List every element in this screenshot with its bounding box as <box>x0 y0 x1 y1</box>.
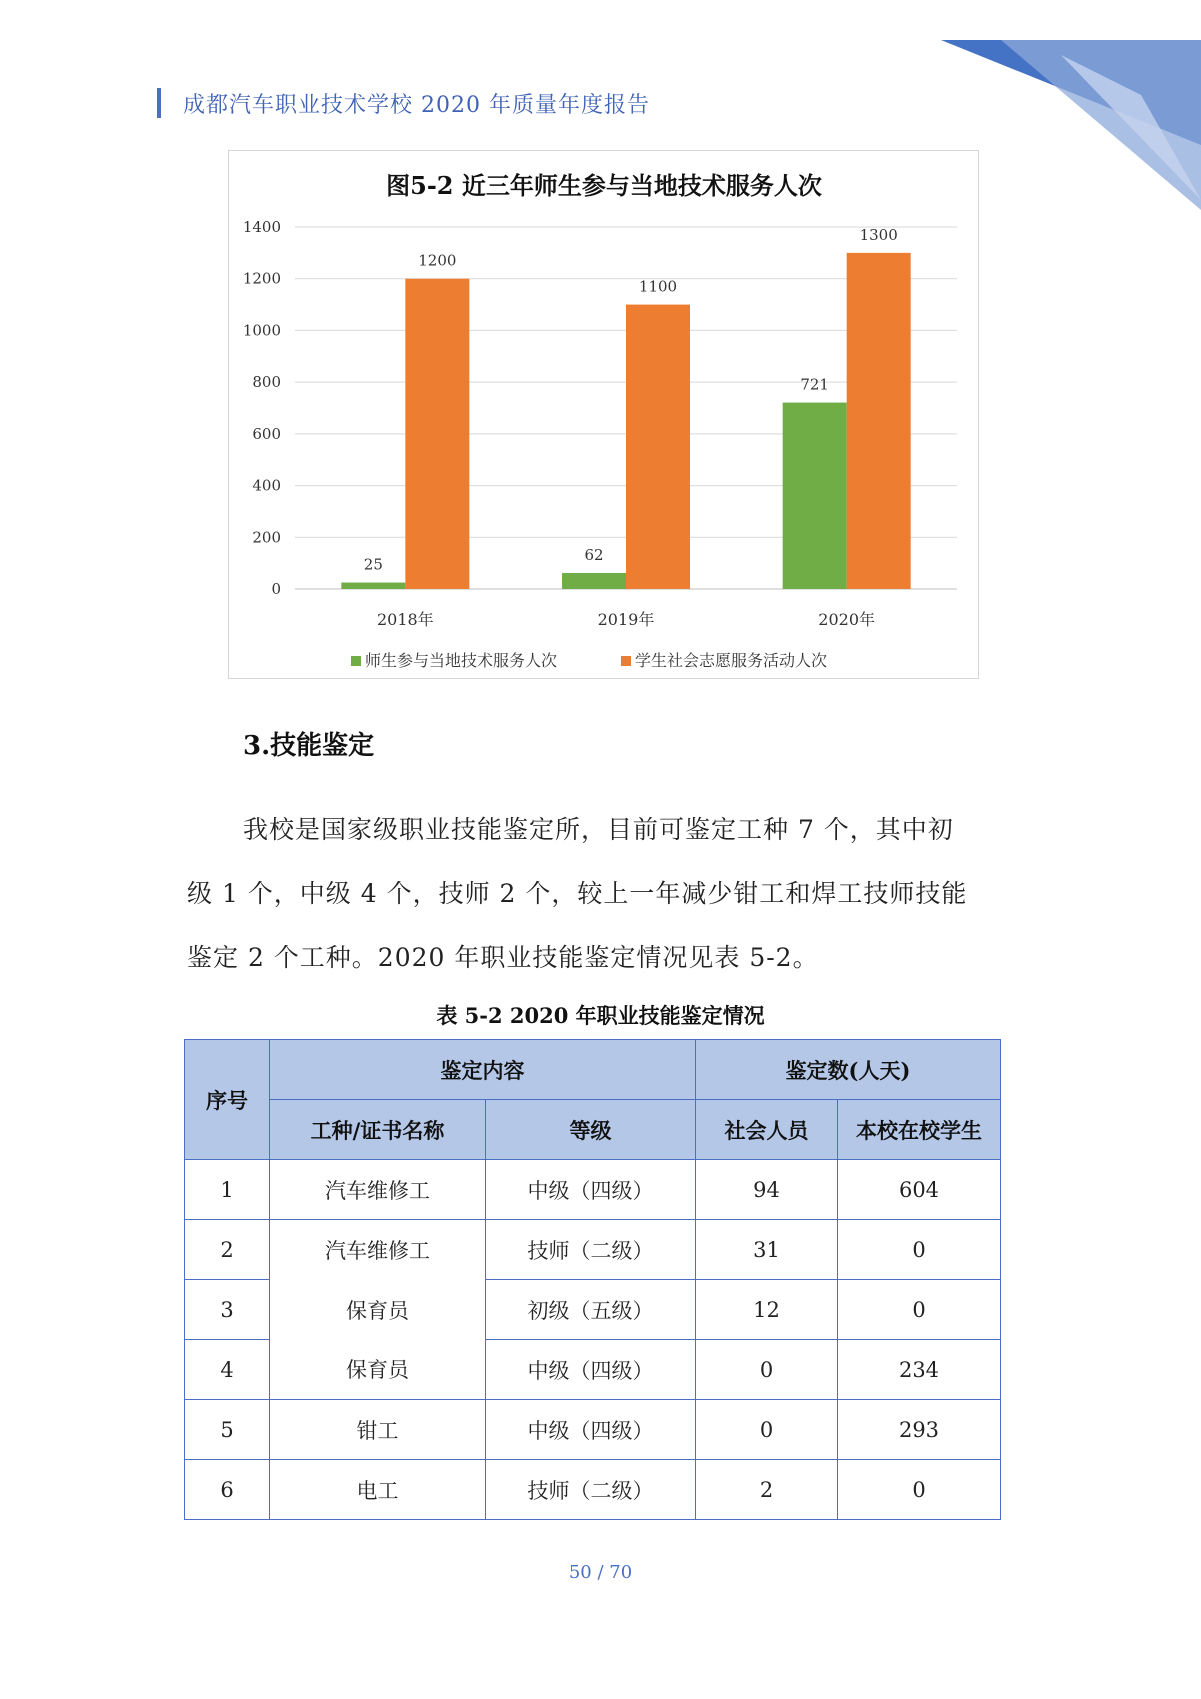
y-tick-label: 800 <box>252 373 281 392</box>
cell-students: 0 <box>838 1280 1001 1340</box>
header-count: 鉴定数(人天) <box>696 1040 1001 1100</box>
bar-chart <box>229 151 980 680</box>
col-type: 工种/证书名称 <box>270 1100 486 1160</box>
data-label: 1100 <box>638 277 678 296</box>
paragraph-line-3: 鉴定 2 个工种。2020 年职业技能鉴定情况见表 5-2。 <box>187 943 819 972</box>
bar <box>847 253 911 589</box>
table-row <box>185 1400 1001 1460</box>
cell-type: 汽车维修工 <box>270 1220 486 1280</box>
y-tick-label: 0 <box>271 580 281 598</box>
cell-public: 12 <box>696 1280 838 1340</box>
x-tick-label: 2018年 <box>376 610 434 629</box>
cell-public: 0 <box>696 1340 838 1400</box>
header-title: 成都汽车职业技术学校 2020 年质量年度报告 <box>183 93 650 118</box>
table-caption: 表 5-2 2020 年职业技能鉴定情况 <box>436 1003 765 1028</box>
y-tick-label: 1400 <box>242 218 281 236</box>
data-label: 1300 <box>859 225 898 244</box>
cell-level: 初级（五级） <box>486 1280 696 1340</box>
table-row <box>185 1160 1001 1220</box>
data-label: 25 <box>363 555 383 574</box>
y-tick-label: 600 <box>252 424 281 443</box>
col-public: 社会人员 <box>696 1100 838 1160</box>
table-row <box>185 1220 1001 1280</box>
x-tick-label: 2020年 <box>818 610 876 629</box>
table-row <box>185 1460 1001 1520</box>
cell-level: 技师（二级） <box>486 1220 696 1280</box>
chart-container <box>228 150 979 679</box>
cell-seq: 3 <box>185 1280 270 1340</box>
x-tick-label: 2019年 <box>597 610 655 629</box>
col-level: 等级 <box>486 1100 696 1160</box>
cell-public: 31 <box>696 1220 838 1280</box>
cell-students: 0 <box>838 1220 1001 1280</box>
cell-level: 中级（四级） <box>486 1160 696 1220</box>
legend-swatch <box>621 656 631 666</box>
table-header-row <box>185 1040 1001 1100</box>
page-number: 50 / 70 <box>568 1562 633 1583</box>
cell-students: 0 <box>838 1460 1001 1520</box>
y-tick-label: 400 <box>252 476 281 495</box>
cell-seq: 5 <box>185 1400 270 1460</box>
chart-title: 图5-2 近三年师生参与当地技术服务人次 <box>386 171 822 200</box>
y-tick-label: 1000 <box>242 321 281 340</box>
y-tick-label: 200 <box>252 528 281 547</box>
header-accent-bar <box>157 88 161 118</box>
y-tick-label: 1200 <box>242 269 281 288</box>
col-students: 本校在校学生 <box>838 1100 1001 1160</box>
data-label: 62 <box>584 545 604 564</box>
cell-type: 电工 <box>270 1460 486 1520</box>
cell-students: 604 <box>838 1160 1001 1220</box>
legend-swatch <box>351 656 361 666</box>
cell-students: 234 <box>838 1340 1001 1400</box>
table-row <box>185 1340 1001 1400</box>
bar <box>562 573 626 589</box>
cell-seq: 1 <box>185 1160 270 1220</box>
cell-type: 保育员 <box>270 1340 486 1400</box>
paragraph-line-2: 级 1 个，中级 4 个，技师 2 个，较上一年减少钳工和焊工技师技能 <box>187 879 968 908</box>
data-label: 1200 <box>418 251 457 270</box>
cell-type: 钳工 <box>270 1400 486 1460</box>
table-subheader-row <box>185 1100 1001 1160</box>
cell-level: 中级（四级） <box>486 1400 696 1460</box>
cell-level: 技师（二级） <box>486 1460 696 1520</box>
cell-seq: 4 <box>185 1340 270 1400</box>
legend-label: 师生参与当地技术服务人次 <box>365 651 558 670</box>
section-heading: 3.技能鉴定 <box>243 731 375 761</box>
cell-type: 保育员 <box>270 1280 486 1340</box>
bar <box>783 403 847 589</box>
cell-seq: 2 <box>185 1220 270 1280</box>
skills-table <box>184 1039 1001 1520</box>
data-label: 721 <box>800 375 829 394</box>
cell-type: 汽车维修工 <box>270 1160 486 1220</box>
table-row <box>185 1280 1001 1340</box>
bar <box>405 279 469 589</box>
cell-students: 293 <box>838 1400 1001 1460</box>
legend-label: 学生社会志愿服务活动人次 <box>635 651 828 670</box>
cell-public: 94 <box>696 1160 838 1220</box>
cell-level: 中级（四级） <box>486 1340 696 1400</box>
bar <box>626 305 690 589</box>
corner-decoration <box>941 0 1201 210</box>
cell-public: 2 <box>696 1460 838 1520</box>
header-seq: 序号 <box>185 1040 270 1160</box>
header-content: 鉴定内容 <box>270 1040 696 1100</box>
paragraph-line-1: 我校是国家级职业技能鉴定所，目前可鉴定工种 7 个，其中初 <box>243 815 954 844</box>
cell-seq: 6 <box>185 1460 270 1520</box>
bar <box>341 583 405 589</box>
cell-public: 0 <box>696 1400 838 1460</box>
